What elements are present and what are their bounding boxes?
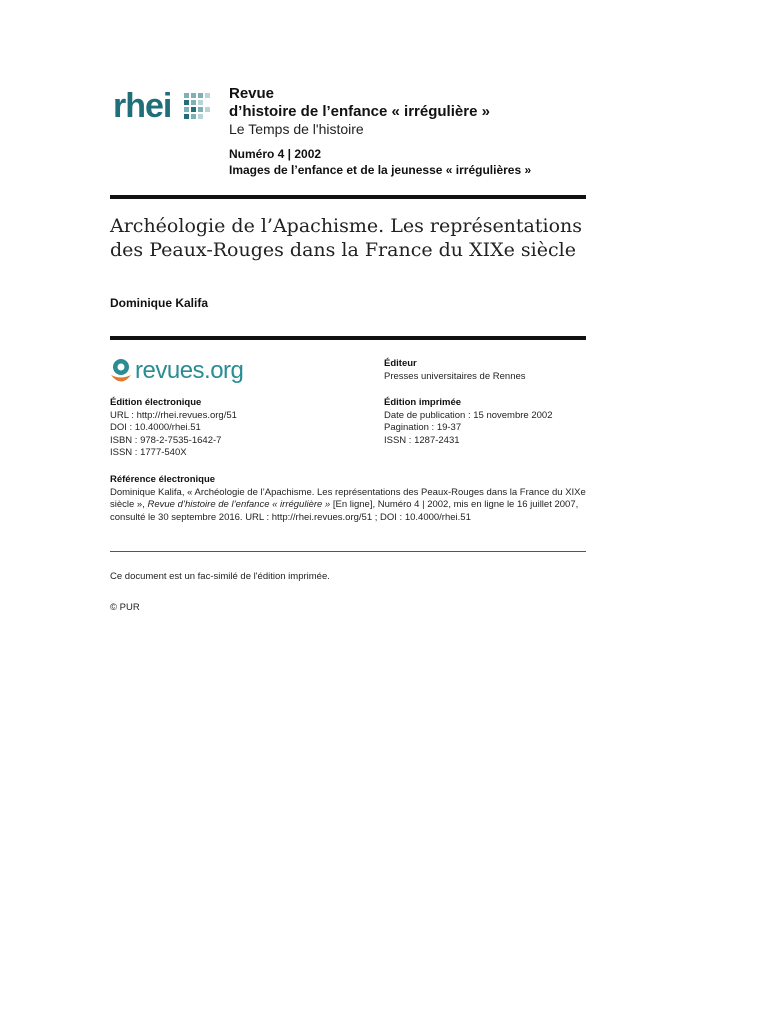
revues-logo-text: revues.org (135, 357, 244, 384)
journal-block (229, 85, 589, 138)
edition-electronique-url[interactable]: URL : http://rhei.revues.org/51 (110, 409, 237, 421)
editeur-value: Presses universitaires de Rennes (384, 370, 526, 382)
edition-electronique-isbn: ISBN : 978-2-7535-1642-7 (110, 434, 222, 446)
top-divider (110, 195, 586, 199)
reference-label: Référence électronique (110, 474, 216, 485)
reference-part2: [En ligne], Numéro 4 | 2002, mis en ligne le 16 juillet 2007, consulté le 30 septembre 2016. URL : http://rhei.revues.org/51 ; DOI : 10.4000/rhei.51 (110, 499, 579, 523)
journal-title-line2: d’histoire de l’enfance « irrégulière » (229, 103, 490, 120)
edition-electronique-label: Édition électronique (110, 397, 202, 408)
journal-subtitle: Le Temps de l'histoire (229, 121, 364, 137)
copyright: © PUR (110, 602, 140, 613)
bottom-divider (110, 551, 586, 552)
revues-org-logo (108, 356, 268, 386)
edition-electronique-doi: DOI : 10.4000/rhei.51 (110, 422, 201, 433)
reference-text (110, 487, 588, 525)
reference-electronique-block (110, 474, 588, 524)
revues-flower-icon (108, 358, 134, 386)
article-title (110, 214, 590, 262)
article-title-line2: des Peaux-Rouges dans la France du XIXe siècle (110, 239, 576, 261)
rhei-logo-text: rhei (113, 87, 172, 125)
issue-title: Images de l’enfance et de la jeunesse « irrégulières » (229, 163, 532, 177)
middle-divider (110, 336, 586, 340)
rhei-logo (113, 86, 213, 126)
edition-imprimee-date: Date de publication : 15 novembre 2002 (384, 409, 553, 421)
author-name: Dominique Kalifa (110, 296, 209, 310)
edition-electronique-issn: ISSN : 1777-540X (110, 447, 187, 458)
edition-imprimee-block (384, 397, 604, 447)
article-title-line1: Archéologie de l’Apachisme. Les représentations (110, 215, 583, 237)
journal-title-line1: Revue (229, 85, 275, 102)
facsimile-note: Ce document est un fac-similé de l'édition imprimée. (110, 571, 330, 582)
editeur-block (384, 358, 604, 383)
rhei-dots-icon (182, 92, 212, 120)
reference-journal: Revue d’histoire de l’enfance « irrégulière » (147, 499, 331, 510)
edition-electronique-block (110, 397, 350, 460)
edition-imprimee-pagination: Pagination : 19-37 (384, 422, 462, 433)
editeur-label: Éditeur (384, 358, 417, 369)
issue-block (229, 146, 589, 178)
edition-imprimee-issn: ISSN : 1287-2431 (384, 434, 460, 446)
edition-imprimee-label: Édition imprimée (384, 397, 462, 408)
reference-part1: Dominique Kalifa, « Archéologie de l’Apachisme. Les représentations des Peaux-Rouges dans la France du XIXe siècle », (110, 486, 586, 510)
issue-number: Numéro 4 | 2002 (229, 147, 322, 161)
